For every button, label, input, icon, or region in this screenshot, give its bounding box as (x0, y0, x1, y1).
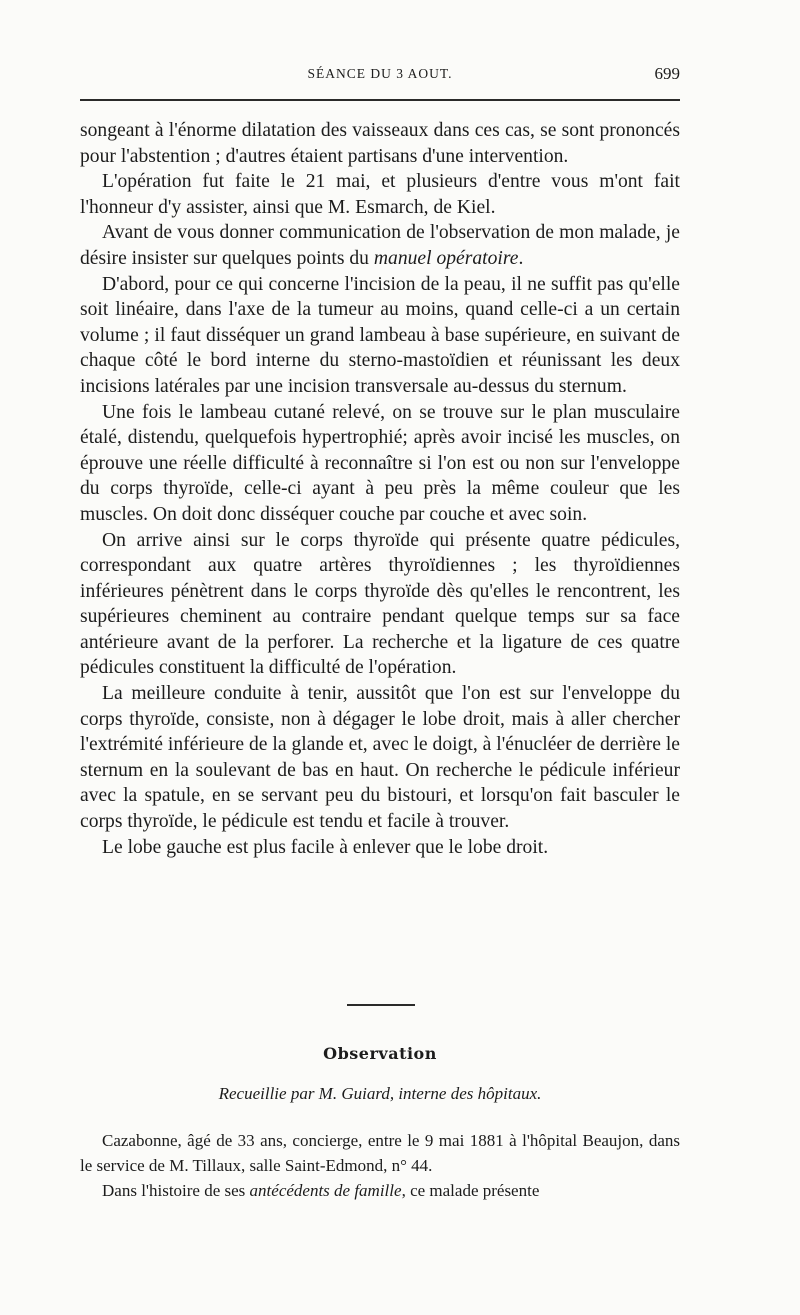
main-text (80, 118, 680, 860)
paragraph-7: La meilleure conduite à tenir, aussitôt que l'on est sur l'enveloppe du corps thyroïde, consiste, non à dégager le lobe droit, mais à aller chercher l'extrémité inférieure de la glande et, avec le doigt, à l'énucléer de derrière le sternum en la soulevant de bas en haut. On recherche le pédicule inférieur avec la spatule, en se servant peu du bistouri, et lorsqu'on fait basculer le corps thyroïde, le pédicule est tendu et facile à trouver. (80, 683, 680, 833)
paragraph-8: Le lobe gauche est plus facile à enlever que le lobe droit. (102, 836, 549, 858)
header-rule (80, 99, 680, 101)
paragraph-6: On arrive ainsi sur le corps thyroïde qui présente quatre pédicules, correspondant aux quatre artères thyroïdiennes ; les thyroïdiennes inférieures pénètrent dans le corps thyroïde dès qu'elles le rencontrent, les supérieures cheminent au contraire pendant quelque temps sur sa face antérieure avant de la perforer. La recherche et la ligature de ces quatre pédicules constituent la difficulté de l'opération. (80, 529, 680, 679)
manuel-operatoire-emphasis: manuel opératoire (373, 247, 519, 269)
paragraph-5: Une fois le lambeau cutané relevé, on se trouve sur le plan musculaire étalé, distendu, quelquefois hypertrophié; après avoir incisé les muscles, on éprouve une réelle difficulté à reconnaître si l'on est ou non sur l'enveloppe du corps thyroïde, celle-ci ayant à peu près la même couleur que les muscles. On doit donc disséquer couche par couche et avec soin. (80, 401, 680, 525)
section-divider (347, 1004, 415, 1006)
paragraph-1: songeant à l'énorme dilatation des vaisseaux dans ces cas, se sont prononcés pour l'abstention ; d'autres étaient partisans d'une intervention. (80, 120, 680, 167)
running-header (80, 62, 680, 88)
paragraph-3: Avant de vous donner communication de l'observation de mon malade, je désire insister sur quelques points du manuel opératoire. (80, 222, 680, 269)
paragraph-2: L'opération fut faite le 21 mai, et plusieurs d'entre vous m'ont fait l'honneur d'y assister, ainsi que M. Esmarch, de Kiel. (80, 171, 680, 218)
observation-text (80, 1128, 680, 1203)
antecedents-emphasis: antécédents de famille (249, 1181, 402, 1200)
observation-byline: Recueillie par M. Guiard, interne des hôpitaux. (218, 1084, 542, 1103)
page-number: 699 (654, 64, 680, 83)
running-title: SÉANCE DU 3 AOUT. (307, 66, 453, 81)
observation-heading: Observation (323, 1044, 437, 1063)
observation-paragraph-2: Dans l'histoire de ses antécédents de famille, ce malade présente (102, 1181, 540, 1200)
paragraph-4: D'abord, pour ce qui concerne l'incision de la peau, il ne suffit pas qu'elle soit linéaire, dans l'axe de la tumeur au moins, quand celle-ci a un certain volume ; il faut disséquer un grand lambeau à base supérieure, en suivant de chaque côté le bord interne du sterno-mastoïdien et réunissant les deux incisions latérales par une incision transversale au-dessus du sternum. (80, 273, 680, 397)
observation-paragraph-1: Cazabonne, âgé de 33 ans, concierge, entre le 9 mai 1881 à l'hôpital Beaujon, dans le service de M. Tillaux, salle Saint-Edmond, n° 44. (80, 1131, 680, 1175)
